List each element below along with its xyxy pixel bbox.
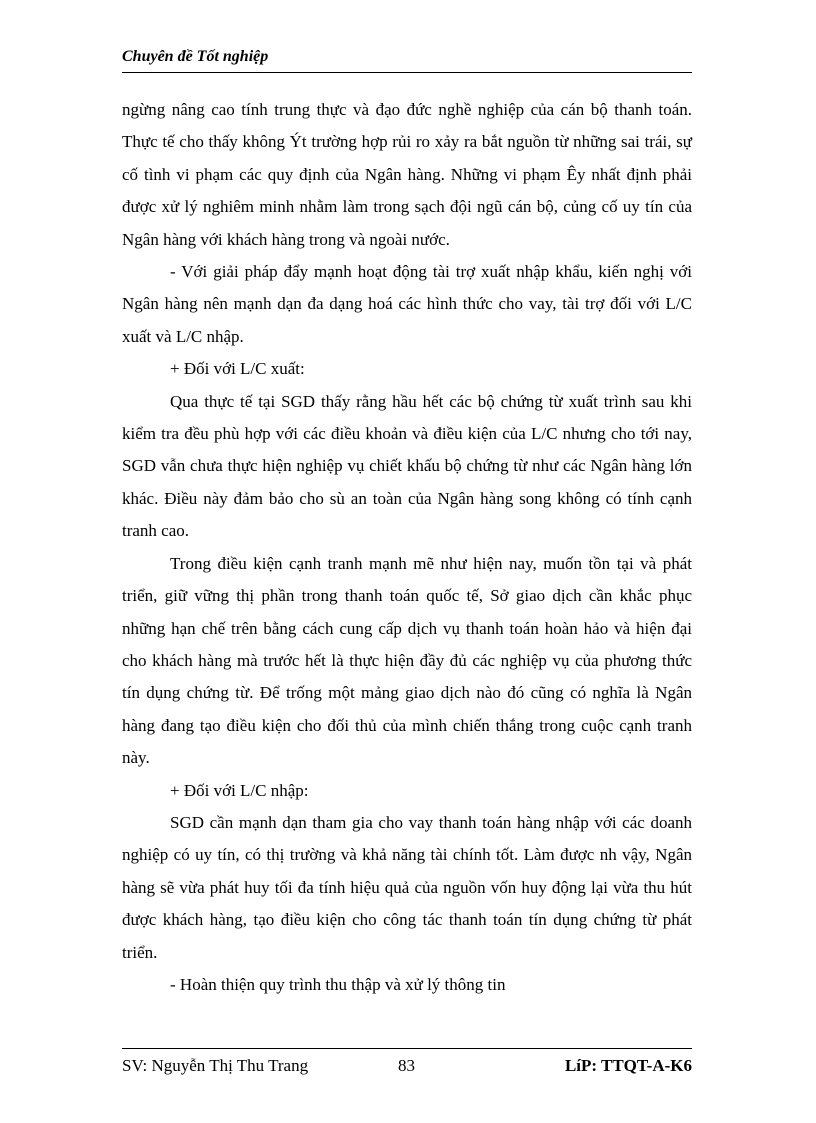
- header-rule: [122, 72, 692, 73]
- paragraph-7: SGD cần mạnh dạn tham gia cho vay thanh toán hàng nhập với các doanh nghiệp có uy tín, có thị trường và khả năng tài chính tốt. Làm được nh vậy, Ngân hàng sẽ vừa phát huy tối đa tính hiệu quả của nguồn vốn huy động lại vừa thu hút được khách hàng, tạo điều kiện cho công tác thanh toán tín dụng chứng từ phát triển.: [122, 812, 692, 962]
- paragraph-1: ngừng nâng cao tính trung thực và đạo đức nghề nghiệp của cán bộ thanh toán. Thực tế cho thấy không Ýt trường hợp rủi ro xảy ra bắt nguồn từ những sai trái, sự cố tình vi phạm các quy định của Ngân hàng. Những vi phạm Êy nhất định phải được xử lý nghiêm minh nhằm làm trong sạch đội ngũ cán bộ, củng cố uy tín của Ngân hàng với khách hàng trong và ngoài nước.: [122, 100, 692, 249]
- paragraph-5: Trong điều kiện cạnh tranh mạnh mẽ như hiện nay, muốn tồn tại và phát triển, giữ vững thị phần trong thanh toán quốc tế, Sở giao dịch cần khắc phục những hạn chế trên bằng cách cung cấp dịch vụ thanh toán hoàn hảo và hiện đại cho khách hàng mà trước hết là thực hiện đầy đủ các nghiệp vụ của phương thức tín dụng chứng từ. Để trống một mảng giao dịch nào đó cũng có nghĩa là Ngân hàng đang tạo điều kiện cho đối thủ của mình chiến thắng trong cuộc cạnh tranh này.: [122, 553, 692, 768]
- footer-rule: [122, 1048, 692, 1049]
- paragraph-4: Qua thực tế tại SGD thấy rằng hầu hết các bộ chứng từ xuất trình sau khi kiểm tra đều phù hợp với các điều khoản và điều kiện của L/C nhưng cho tới nay, SGD vẫn chưa thực hiện nghiệp vụ chiết khấu bộ chứng từ như các Ngân hàng lớn khác. Điều này đảm bảo cho sù an toàn của Ngân hàng song không có tính cạnh tranh cao.: [122, 391, 692, 541]
- paragraph-3: + Đối với L/C xuất:: [170, 359, 305, 379]
- footer-class: LíP: TTQT-A-K6: [564, 1056, 692, 1075]
- header-title: Chuyên đề Tốt nghiệp: [122, 48, 269, 65]
- document-body: [122, 94, 692, 1001]
- footer-student: SV: Nguyễn Thị Thu Trang: [122, 1056, 309, 1075]
- paragraph-8: - Hoàn thiện quy trình thu thập và xử lý thông tin: [170, 974, 506, 994]
- paragraph-6: + Đối với L/C nhập:: [170, 780, 309, 800]
- paragraph-2: - Với giải pháp đẩy mạnh hoạt động tài trợ xuất nhập khẩu, kiến nghị với Ngân hàng nên mạnh dạn đa dạng hoá các hình thức cho vay, tài trợ đối với L/C xuất và L/C nhập.: [122, 262, 692, 346]
- page-number: 83: [398, 1056, 415, 1075]
